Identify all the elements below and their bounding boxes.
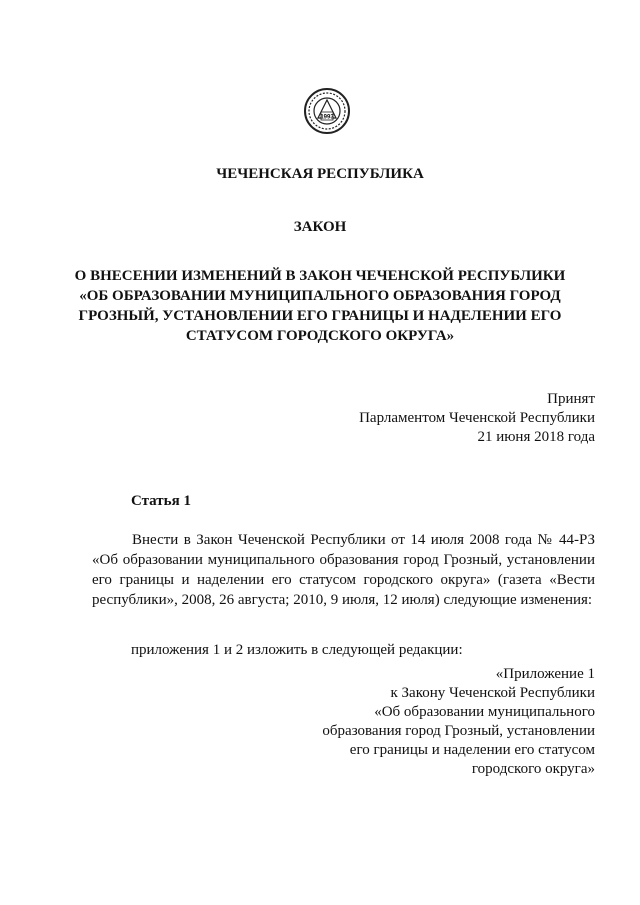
appendix-line: к Закону Чеченской Республики bbox=[390, 685, 595, 701]
law-title bbox=[60, 266, 580, 346]
emblem-year: 1993 bbox=[320, 114, 334, 121]
law-title-line: СТАТУСОМ ГОРОДСКОГО ОКРУГА» bbox=[185, 328, 455, 344]
law-title-line: «ОБ ОБРАЗОВАНИИ МУНИЦИПАЛЬНОГО ОБРАЗОВАНИЯ ГОРОД bbox=[79, 288, 561, 304]
republic-heading: ЧЕЧЕНСКАЯ РЕСПУБЛИКА bbox=[216, 166, 424, 182]
adoption-line: Принят bbox=[547, 391, 595, 407]
appendix-line: городского округа» bbox=[471, 761, 595, 777]
appendix-line: образования город Грозный, установлении bbox=[322, 723, 595, 739]
document-type-heading: ЗАКОН bbox=[293, 219, 347, 235]
law-title-line: ГРОЗНЫЙ, УСТАНОВЛЕНИИ ЕГО ГРАНИЦЫ И НАДЕЛЕНИИ ЕГО bbox=[78, 308, 562, 324]
law-title-line: О ВНЕСЕНИИ ИЗМЕНЕНИЙ В ЗАКОН ЧЕЧЕНСКОЙ РЕСПУБЛИКИ bbox=[74, 268, 566, 284]
adoption-block bbox=[359, 390, 595, 447]
appendix-line: «Об образовании муниципального bbox=[374, 704, 595, 720]
adoption-line: Парламентом Чеченской Республики bbox=[359, 410, 595, 426]
appendix-header bbox=[322, 665, 595, 779]
appendix-line: его границы и наделении его статусом bbox=[349, 742, 595, 758]
article-paragraph: Внести в Закон Чеченской Республики от 14 июля 2008 года № 44-РЗ «Об образовании муниципального образования город Грозный, установлении его границы и наделении его статусом городского округа» (газета «Вести республики», 2008, 26 августа; 2010, 9 июля, 12 июля) следующие изменения: bbox=[92, 532, 595, 608]
article-paragraph-2: приложения 1 и 2 изложить в следующей редакции: bbox=[131, 642, 463, 658]
article-heading: Статья 1 bbox=[131, 493, 191, 509]
chechen-republic-emblem-icon bbox=[304, 88, 350, 134]
adoption-date: 21 июня 2018 года bbox=[477, 429, 595, 445]
appendix-line: «Приложение 1 bbox=[495, 666, 595, 682]
